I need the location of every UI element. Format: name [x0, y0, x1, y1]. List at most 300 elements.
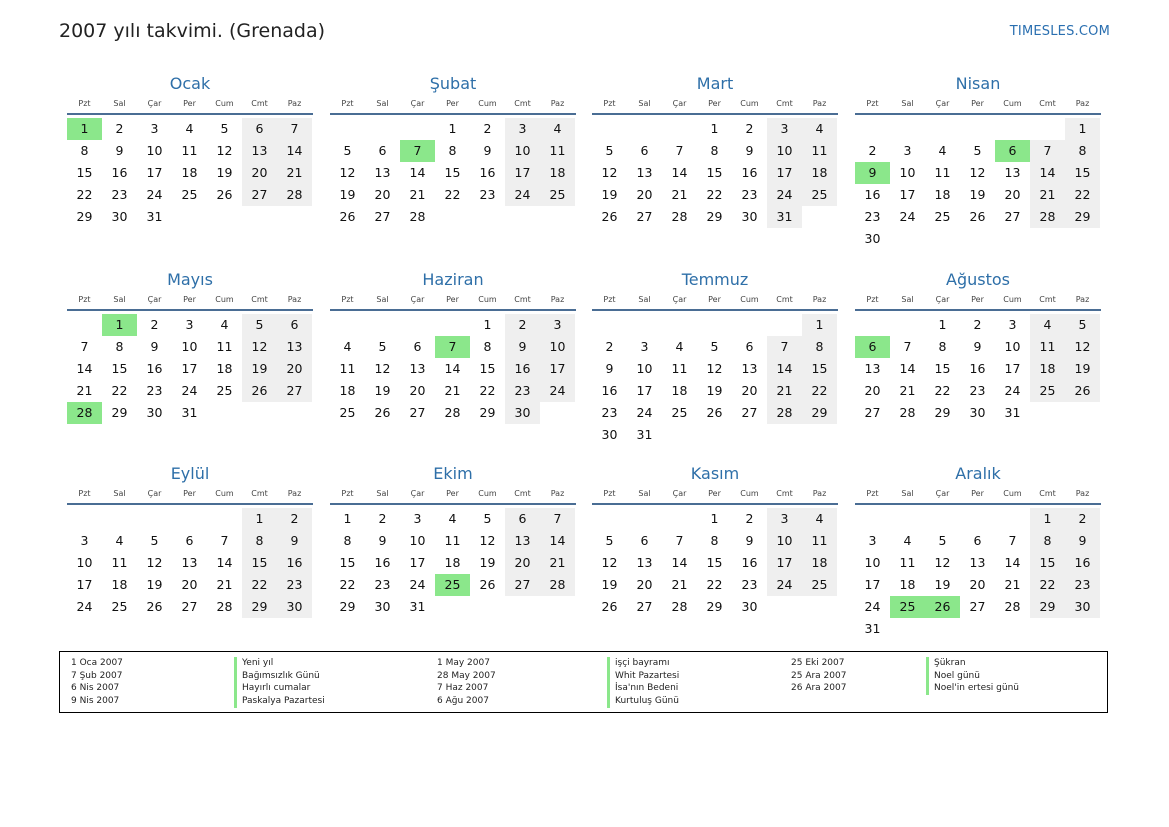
holiday-name: Yeni yıl — [234, 657, 325, 670]
day-cell: 8 — [1065, 140, 1100, 162]
day-cell: 20 — [636, 187, 653, 202]
day-cell: 31 — [181, 405, 198, 420]
day-cell: 8 — [343, 533, 352, 548]
month-name: Şubat — [429, 74, 477, 93]
day-cell: 15 — [479, 361, 496, 376]
day-cell: 14 — [409, 165, 426, 180]
day-cell: 3 — [80, 533, 89, 548]
day-cell: 29 — [934, 405, 951, 420]
day-cell: 27 — [409, 405, 426, 420]
day-cell: 21 — [409, 187, 426, 202]
holiday-day-cell: 7 — [435, 336, 470, 358]
day-cell: 2 — [505, 314, 540, 336]
empty-day-cell — [995, 508, 1030, 530]
day-cell: 24 — [146, 187, 163, 202]
weekday-label: Cmt — [251, 99, 268, 108]
day-cell: 9 — [973, 339, 982, 354]
day-cell: 30 — [864, 231, 881, 246]
day-cell: 10 — [505, 140, 540, 162]
day-cell: 22 — [242, 574, 277, 596]
day-cell: 6 — [413, 339, 422, 354]
day-cell: 23 — [505, 380, 540, 402]
day-cell: 31 — [767, 206, 802, 228]
day-cell: 26 — [601, 599, 618, 614]
holiday-day-cell: 26 — [925, 596, 960, 618]
weekday-label: Cum — [740, 295, 759, 304]
holiday-date: 28 May 2007 — [437, 670, 496, 681]
day-cell: 10 — [636, 361, 653, 376]
weekday-label: Cum — [740, 489, 759, 498]
weekday-label: Çar — [410, 295, 425, 304]
day-cell: 8 — [483, 339, 492, 354]
day-cell: 1 — [1030, 508, 1065, 530]
month-name: Haziran — [422, 270, 484, 289]
day-cell: 10 — [146, 143, 163, 158]
day-cell: 30 — [601, 427, 618, 442]
day-cell: 2 — [277, 508, 312, 530]
weekday-label: Cmt — [1039, 99, 1056, 108]
day-cell: 22 — [706, 187, 723, 202]
weekday-header — [592, 487, 838, 505]
month-calendar — [67, 462, 313, 618]
month-calendar — [67, 72, 313, 228]
day-cell: 15 — [706, 555, 723, 570]
weekday-label: Paz — [1075, 489, 1090, 498]
weekday-label: Cmt — [776, 489, 793, 498]
day-cell: 21 — [444, 383, 461, 398]
day-cell: 12 — [374, 361, 391, 376]
day-cell: 23 — [111, 187, 128, 202]
day-cell: 16 — [505, 358, 540, 380]
day-cell: 9 — [505, 336, 540, 358]
holiday-date: 25 Ara 2007 — [791, 670, 847, 681]
weekday-label: Per — [971, 489, 984, 498]
day-cell: 18 — [111, 577, 128, 592]
day-cell: 27 — [242, 184, 277, 206]
day-cell: 29 — [706, 209, 723, 224]
day-cell: 18 — [444, 555, 461, 570]
day-cell: 20 — [969, 577, 986, 592]
weekday-label: Paz — [1075, 99, 1090, 108]
weekday-label: Sal — [901, 99, 914, 108]
day-cell: 26 — [339, 209, 356, 224]
day-cell: 19 — [216, 165, 233, 180]
day-grid — [855, 314, 1101, 424]
empty-day-cell — [400, 314, 435, 336]
empty-day-cell — [365, 118, 400, 140]
empty-day-cell — [960, 508, 995, 530]
day-cell: 22 — [111, 383, 128, 398]
day-grid — [592, 508, 838, 618]
day-cell: 17 — [864, 577, 881, 592]
weekday-label: Per — [971, 295, 984, 304]
day-cell: 19 — [242, 358, 277, 380]
day-cell: 16 — [969, 361, 986, 376]
day-cell: 12 — [242, 336, 277, 358]
day-cell: 24 — [181, 383, 198, 398]
day-cell: 5 — [150, 533, 159, 548]
day-cell: 25 — [934, 209, 951, 224]
holiday-date: 25 Eki 2007 — [791, 658, 845, 668]
empty-day-cell — [960, 118, 995, 140]
day-cell: 30 — [277, 596, 312, 618]
day-cell: 25 — [540, 184, 575, 206]
day-cell: 23 — [1065, 574, 1100, 596]
day-cell: 13 — [505, 530, 540, 552]
day-cell: 28 — [671, 599, 688, 614]
day-cell: 8 — [1030, 530, 1065, 552]
day-cell: 18 — [934, 187, 951, 202]
day-cell: 5 — [605, 533, 614, 548]
day-cell: 4 — [448, 511, 457, 526]
day-cell: 3 — [413, 511, 422, 526]
weekday-label: Pzt — [603, 99, 616, 108]
weekday-label: Pzt — [341, 99, 354, 108]
day-cell: 24 — [409, 577, 426, 592]
empty-day-cell — [137, 508, 172, 530]
day-cell: 20 — [409, 383, 426, 398]
day-cell: 25 — [181, 187, 198, 202]
day-cell: 30 — [146, 405, 163, 420]
weekday-label: Cmt — [1039, 295, 1056, 304]
day-cell: 15 — [339, 555, 356, 570]
day-cell: 9 — [483, 143, 492, 158]
day-cell: 27 — [374, 209, 391, 224]
day-cell: 18 — [802, 162, 837, 184]
month-calendar — [67, 268, 313, 424]
day-cell: 23 — [864, 209, 881, 224]
day-cell: 15 — [1065, 162, 1100, 184]
month-name: Ekim — [433, 464, 473, 483]
day-cell: 16 — [374, 555, 391, 570]
day-cell: 23 — [741, 187, 758, 202]
weekday-header — [67, 97, 313, 115]
empty-day-cell — [890, 118, 925, 140]
day-cell: 15 — [76, 165, 93, 180]
day-cell: 4 — [185, 121, 194, 136]
empty-day-cell — [855, 508, 890, 530]
day-cell: 31 — [409, 599, 426, 614]
weekday-label: Paz — [287, 295, 302, 304]
weekday-header — [592, 97, 838, 115]
day-cell: 11 — [934, 165, 951, 180]
page-title: 2007 yılı takvimi. (Grenada) — [59, 20, 326, 42]
day-cell: 9 — [745, 533, 754, 548]
day-cell: 24 — [636, 405, 653, 420]
day-cell: 14 — [1004, 555, 1021, 570]
day-cell: 13 — [277, 336, 312, 358]
weekday-label: Paz — [812, 489, 827, 498]
month-name: Eylül — [170, 464, 210, 483]
month-name: Mart — [696, 74, 734, 93]
weekday-label: Pzt — [866, 489, 879, 498]
holiday-dates-column — [437, 657, 496, 708]
weekday-label: Sal — [113, 99, 126, 108]
empty-day-cell — [207, 508, 242, 530]
day-cell: 1 — [1065, 118, 1100, 140]
day-grid — [330, 314, 576, 424]
holiday-day-cell: 25 — [435, 574, 470, 596]
day-cell: 11 — [802, 140, 837, 162]
day-cell: 24 — [505, 184, 540, 206]
day-cell: 14 — [767, 358, 802, 380]
day-grid — [67, 118, 313, 228]
day-cell: 19 — [339, 187, 356, 202]
day-cell: 30 — [969, 405, 986, 420]
holiday-day-cell: 6 — [855, 336, 890, 358]
day-cell: 17 — [636, 383, 653, 398]
day-cell: 4 — [802, 508, 837, 530]
empty-day-cell — [330, 314, 365, 336]
weekday-label: Sal — [113, 489, 126, 498]
day-cell: 11 — [216, 339, 233, 354]
day-cell: 14 — [899, 361, 916, 376]
day-cell: 30 — [374, 599, 391, 614]
day-cell: 13 — [636, 555, 653, 570]
day-cell: 15 — [242, 552, 277, 574]
weekday-label: Paz — [550, 99, 565, 108]
day-cell: 4 — [802, 118, 837, 140]
day-cell: 3 — [150, 121, 159, 136]
month-calendar — [330, 72, 576, 228]
weekday-label: Per — [446, 295, 459, 304]
day-cell: 19 — [601, 187, 618, 202]
day-cell: 11 — [802, 530, 837, 552]
day-cell: 14 — [1030, 162, 1065, 184]
month-name: Ocak — [169, 74, 211, 93]
day-cell: 27 — [1004, 209, 1021, 224]
weekday-label: Sal — [638, 295, 651, 304]
day-cell: 7 — [80, 339, 89, 354]
empty-day-cell — [592, 314, 627, 336]
day-cell: 17 — [409, 555, 426, 570]
day-cell: 10 — [899, 165, 916, 180]
day-cell: 19 — [706, 383, 723, 398]
day-cell: 24 — [1004, 383, 1021, 398]
day-cell: 2 — [868, 143, 877, 158]
day-cell: 14 — [540, 530, 575, 552]
weekday-label: Sal — [901, 489, 914, 498]
weekday-header — [330, 293, 576, 311]
holiday-dates-column — [791, 657, 846, 695]
holiday-date: 9 Nis 2007 — [71, 696, 120, 707]
day-cell: 26 — [1065, 380, 1100, 402]
day-cell: 19 — [374, 383, 391, 398]
day-cell: 18 — [216, 361, 233, 376]
day-cell: 29 — [339, 599, 356, 614]
day-cell: 15 — [934, 361, 951, 376]
weekday-label: Cum — [740, 99, 759, 108]
day-cell: 30 — [1065, 596, 1100, 618]
day-cell: 29 — [242, 596, 277, 618]
day-cell: 29 — [1065, 206, 1100, 228]
weekday-label: Cmt — [1039, 489, 1056, 498]
weekday-label: Pzt — [341, 489, 354, 498]
day-cell: 27 — [636, 209, 653, 224]
day-cell: 12 — [706, 361, 723, 376]
day-cell: 3 — [540, 314, 575, 336]
day-grid — [330, 508, 576, 618]
holiday-legend — [59, 651, 1108, 713]
day-cell: 6 — [378, 143, 387, 158]
day-cell: 11 — [899, 555, 916, 570]
day-cell: 3 — [868, 533, 877, 548]
day-grid — [592, 118, 838, 228]
weekday-label: Per — [183, 99, 196, 108]
day-cell: 18 — [899, 577, 916, 592]
day-cell: 21 — [767, 380, 802, 402]
day-cell: 10 — [409, 533, 426, 548]
day-cell: 1 — [343, 511, 352, 526]
holiday-date: 6 Ağu 2007 — [437, 696, 489, 707]
day-cell: 4 — [540, 118, 575, 140]
day-cell: 7 — [1030, 140, 1065, 162]
day-cell: 22 — [934, 383, 951, 398]
empty-day-cell — [400, 118, 435, 140]
weekday-label: Pzt — [603, 295, 616, 304]
day-cell: 13 — [181, 555, 198, 570]
day-cell: 7 — [277, 118, 312, 140]
weekday-label: Cum — [478, 489, 497, 498]
day-cell: 5 — [242, 314, 277, 336]
month-calendar — [592, 462, 838, 618]
day-cell: 20 — [374, 187, 391, 202]
day-cell: 4 — [938, 143, 947, 158]
month-calendar — [330, 268, 576, 424]
day-cell: 21 — [671, 187, 688, 202]
holiday-day-cell: 9 — [855, 162, 890, 184]
holiday-name: Bağımsızlık Günü — [234, 670, 325, 683]
weekday-label: Sal — [901, 295, 914, 304]
empty-day-cell — [925, 508, 960, 530]
site-link[interactable]: TIMESLES.COM — [1009, 24, 1110, 39]
day-cell: 12 — [216, 143, 233, 158]
weekday-label: Çar — [935, 489, 950, 498]
day-cell: 15 — [706, 165, 723, 180]
day-cell: 15 — [1030, 552, 1065, 574]
day-cell: 9 — [745, 143, 754, 158]
day-cell: 4 — [220, 317, 229, 332]
day-cell: 24 — [540, 380, 575, 402]
empty-day-cell — [697, 314, 732, 336]
holiday-date: 26 Ara 2007 — [791, 683, 847, 694]
day-cell: 17 — [505, 162, 540, 184]
weekday-header — [855, 487, 1101, 505]
month-name: Mayıs — [167, 270, 213, 289]
day-cell: 12 — [479, 533, 496, 548]
weekday-label: Per — [971, 99, 984, 108]
day-cell: 15 — [444, 165, 461, 180]
day-cell: 3 — [1008, 317, 1017, 332]
day-cell: 15 — [802, 358, 837, 380]
weekday-label: Paz — [287, 489, 302, 498]
day-cell: 1 — [448, 121, 457, 136]
weekday-header — [330, 487, 576, 505]
day-cell: 17 — [181, 361, 198, 376]
day-cell: 8 — [710, 143, 719, 158]
day-cell: 12 — [1065, 336, 1100, 358]
holiday-name: Noel'in ertesi günü — [926, 682, 1019, 695]
day-cell: 3 — [640, 339, 649, 354]
weekday-label: Çar — [935, 99, 950, 108]
day-cell: 23 — [741, 577, 758, 592]
day-cell: 4 — [903, 533, 912, 548]
weekday-label: Cmt — [251, 295, 268, 304]
day-cell: 27 — [636, 599, 653, 614]
empty-day-cell — [662, 118, 697, 140]
weekday-label: Cum — [1003, 295, 1022, 304]
empty-day-cell — [592, 118, 627, 140]
holiday-date: 7 Şub 2007 — [71, 670, 123, 681]
holiday-name: Şükran — [926, 657, 1019, 670]
empty-day-cell — [172, 508, 207, 530]
day-grid — [592, 314, 838, 446]
day-cell: 28 — [767, 402, 802, 424]
day-cell: 19 — [1065, 358, 1100, 380]
holiday-day-cell: 1 — [67, 118, 102, 140]
day-cell: 24 — [767, 574, 802, 596]
day-cell: 20 — [181, 577, 198, 592]
day-cell: 12 — [601, 165, 618, 180]
day-cell: 14 — [277, 140, 312, 162]
day-cell: 18 — [181, 165, 198, 180]
weekday-header — [855, 293, 1101, 311]
day-cell: 5 — [378, 339, 387, 354]
empty-day-cell — [1030, 118, 1065, 140]
day-cell: 23 — [601, 405, 618, 420]
day-cell: 13 — [969, 555, 986, 570]
day-cell: 28 — [216, 599, 233, 614]
day-cell: 8 — [448, 143, 457, 158]
day-cell: 14 — [671, 165, 688, 180]
day-cell: 22 — [444, 187, 461, 202]
day-grid — [855, 118, 1101, 250]
weekday-label: Paz — [812, 295, 827, 304]
day-cell: 7 — [1008, 533, 1017, 548]
day-cell: 18 — [339, 383, 356, 398]
day-cell: 3 — [903, 143, 912, 158]
day-cell: 11 — [1030, 336, 1065, 358]
day-cell: 5 — [220, 121, 229, 136]
weekday-label: Paz — [812, 99, 827, 108]
day-cell: 7 — [220, 533, 229, 548]
weekday-label: Pzt — [78, 295, 91, 304]
day-cell: 15 — [111, 361, 128, 376]
empty-day-cell — [627, 508, 662, 530]
day-cell: 6 — [242, 118, 277, 140]
weekday-label: Sal — [376, 295, 389, 304]
day-cell: 4 — [115, 533, 124, 548]
day-cell: 17 — [767, 162, 802, 184]
day-cell: 16 — [146, 361, 163, 376]
weekday-header — [592, 293, 838, 311]
day-cell: 16 — [741, 555, 758, 570]
weekday-label: Pzt — [866, 99, 879, 108]
weekday-label: Çar — [672, 295, 687, 304]
day-cell: 31 — [636, 427, 653, 442]
empty-day-cell — [732, 314, 767, 336]
day-cell: 16 — [601, 383, 618, 398]
day-cell: 17 — [767, 552, 802, 574]
weekday-label: Çar — [935, 295, 950, 304]
day-cell: 13 — [374, 165, 391, 180]
day-cell: 9 — [1065, 530, 1100, 552]
weekday-label: Cmt — [776, 99, 793, 108]
day-cell: 28 — [671, 209, 688, 224]
day-cell: 28 — [1030, 206, 1065, 228]
day-cell: 10 — [181, 339, 198, 354]
day-cell: 25 — [216, 383, 233, 398]
